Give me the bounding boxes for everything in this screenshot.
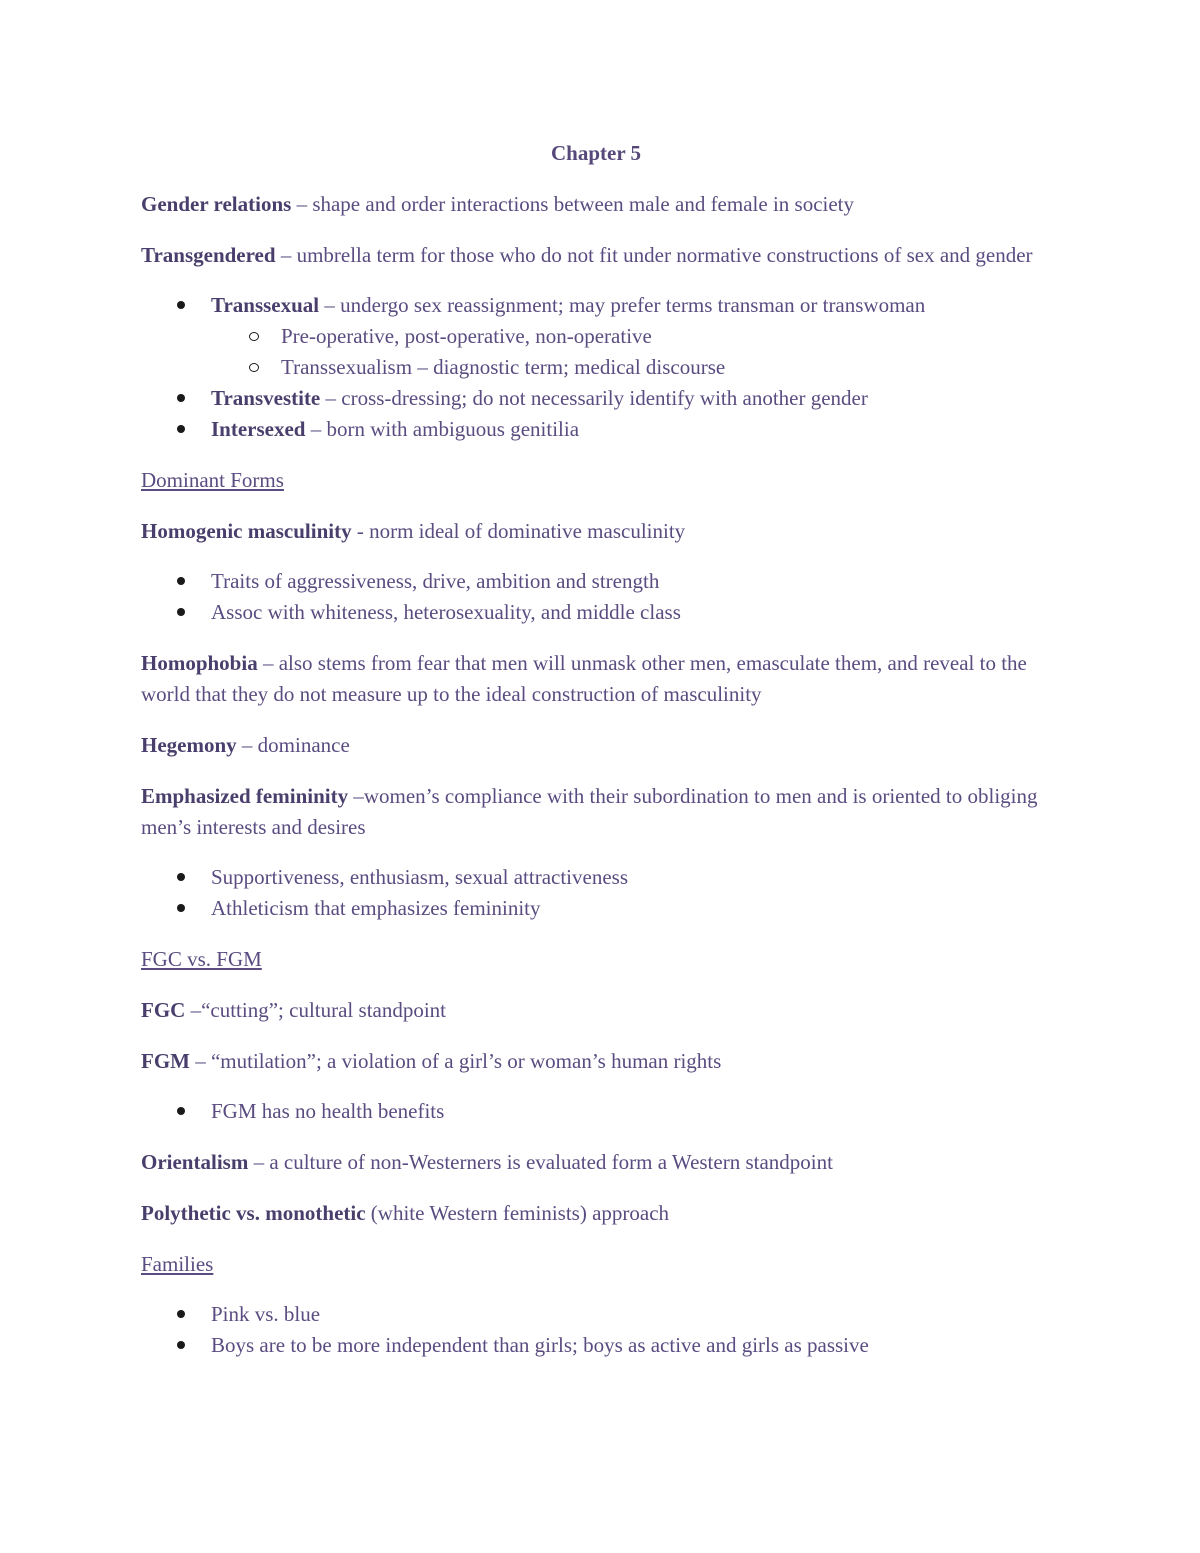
list-item: Supportiveness, enthusiasm, sexual attractiveness bbox=[141, 862, 1051, 893]
definition: – undergo sex reassignment; may prefer terms transman or transwoman bbox=[319, 293, 926, 317]
list-item: Boys are to be more independent than girls; boys as active and girls as passive bbox=[141, 1330, 1051, 1361]
list-item: Athleticism that emphasizes femininity bbox=[141, 893, 1051, 924]
definition: – shape and order interactions between male and female in society bbox=[291, 192, 855, 216]
section-heading-fgc-fgm: FGC vs. FGM bbox=[141, 947, 262, 971]
term: Homophobia bbox=[141, 651, 258, 675]
families-list bbox=[141, 1299, 1051, 1361]
homogenic-entry bbox=[141, 516, 1051, 547]
homogenic-list bbox=[141, 566, 1051, 628]
term: Transsexual bbox=[211, 293, 320, 317]
transgender-list bbox=[141, 290, 1051, 445]
orientalism-entry bbox=[141, 1147, 1051, 1178]
sub-list-item: Pre-operative, post-operative, non-operative bbox=[141, 321, 1051, 352]
term: Homogenic masculinity bbox=[141, 519, 352, 543]
definition: – born with ambiguous genitilia bbox=[305, 417, 580, 441]
hegemony-entry bbox=[141, 730, 1051, 761]
fgc-entry bbox=[141, 995, 1051, 1026]
homophobia-entry bbox=[141, 648, 1051, 710]
definition: –women’s compliance with their subordination to men and is oriented to obliging men’s interests and desires bbox=[141, 784, 1038, 839]
term: Emphasized femininity bbox=[141, 784, 349, 808]
term: Transgendered bbox=[141, 243, 276, 267]
definition: – umbrella term for those who do not fit under normative constructions of sex and gender bbox=[275, 243, 1033, 267]
emphasized-entry bbox=[141, 781, 1051, 843]
fgm-entry bbox=[141, 1046, 1051, 1077]
definition: – dominance bbox=[236, 733, 350, 757]
section-heading-dominant-forms: Dominant Forms bbox=[141, 468, 284, 492]
list-item bbox=[141, 290, 1051, 383]
fgm-list bbox=[141, 1096, 1051, 1127]
definition: – “mutilation”; a violation of a girl’s or woman’s human rights bbox=[189, 1049, 722, 1073]
sub-list-item: Transsexualism – diagnostic term; medical discourse bbox=[141, 352, 1051, 383]
list-item: Traits of aggressiveness, drive, ambition and strength bbox=[141, 566, 1051, 597]
definition: –“cutting”; cultural standpoint bbox=[185, 998, 447, 1022]
term: Gender relations bbox=[141, 192, 292, 216]
page-title: Chapter 5 bbox=[550, 141, 642, 165]
transgendered-entry bbox=[141, 240, 1051, 271]
term: Orientalism bbox=[141, 1150, 249, 1174]
term: FGC bbox=[141, 998, 186, 1022]
list-item: FGM has no health benefits bbox=[141, 1096, 1051, 1127]
definition: – cross-dressing; do not necessarily identify with another gender bbox=[320, 386, 868, 410]
section-heading-families: Families bbox=[141, 1252, 214, 1276]
term: Hegemony bbox=[141, 733, 237, 757]
term: Intersexed bbox=[211, 417, 306, 441]
polythetic-entry bbox=[141, 1198, 1051, 1229]
definition: (white Western feminists) approach bbox=[365, 1201, 670, 1225]
term: FGM bbox=[141, 1049, 190, 1073]
definition: – also stems from fear that men will unmask other men, emasculate them, and reveal to the world that they do not measure up to the ideal construction of masculinity bbox=[141, 651, 1027, 706]
definition: - norm ideal of dominative masculinity bbox=[351, 519, 686, 543]
list-item: Pink vs. blue bbox=[141, 1299, 1051, 1330]
list-item bbox=[141, 414, 1051, 445]
document-page bbox=[141, 138, 1051, 1381]
emphasized-list bbox=[141, 862, 1051, 924]
list-item: Assoc with whiteness, heterosexuality, and middle class bbox=[141, 597, 1051, 628]
term: Transvestite bbox=[211, 386, 321, 410]
list-item bbox=[141, 383, 1051, 414]
sub-list bbox=[211, 321, 1051, 383]
term: Polythetic vs. monothetic bbox=[141, 1201, 366, 1225]
definition: – a culture of non-Westerners is evaluated form a Western standpoint bbox=[248, 1150, 833, 1174]
gender-relations-entry bbox=[141, 189, 1051, 220]
